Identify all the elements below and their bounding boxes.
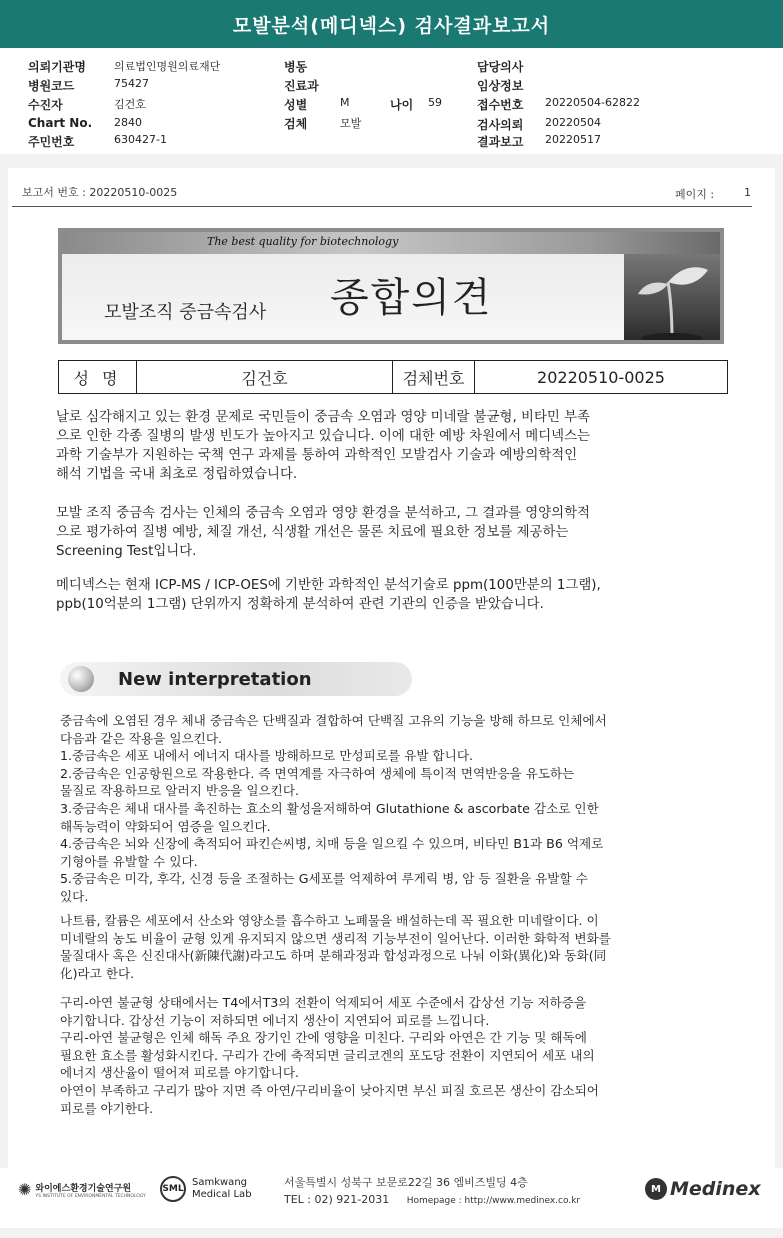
doctor-label: 담당의사: [477, 60, 524, 74]
institution-value: 의료법인명원의료재단: [114, 60, 221, 73]
sml-line2: Medical Lab: [192, 1189, 252, 1200]
banner-tagline: The best quality for biotechnology: [207, 235, 399, 248]
intro-paragraph-3: 메디넥스는 현재 ICP-MS / ICP-OES에 기반한 과학적인 분석기술로 ppm(100만분의 1그램), ppb(10억분의 1그램) 단위까지 정확하게 분석하여 관련 기관의 인증을 받았습니다.: [56, 578, 601, 612]
name-table: [58, 360, 728, 394]
hospital-code-label: 병원코드: [28, 79, 75, 93]
body-paragraph-1: 중금속에 오염된 경우 체내 중금속은 단백질과 결합하여 단백질 고유의 기능을 방해 하므로 인체에서 다음과 같은 작용을 일으킨다. 1.중금속은 세포 내에서 에너지 대사를 방해하므로 만성피로를 유발 합니다. 2.중금속은 인공항원으로 작용한다. 즉 면역계를 자극하여 생체에 특이적 면역반응을 유도하는 물질로 작용하므로 알러지 반응을 일으킨다. 3.중금속은 체내 대사를 촉진하는 효소의 활성을저해하여 Glutathione & ascorbate 감소로 인한 해독능력이 약화되어 염증을 일으킨다. 4.중금속은 뇌와 신장에 축적되어 파킨슨씨병, 치매 등을 일으킬 수 있으며, 비타민 B1과 B6 억제로 기형아를 유발할 수 있다. 5.중금속은 미각, 후각, 신경 등을 조절하는 G세포를 억제하여 루게릭 병, 암 등 질환을 유발할 수 있다.: [60, 713, 607, 904]
resident-label: 주민번호: [28, 135, 75, 149]
sml-badge: SML: [160, 1176, 186, 1202]
chart-label: Chart No.: [28, 116, 93, 130]
specimen-number-label: 검체번호: [393, 361, 475, 393]
report-title: 모발분석(메디넥스) 검사결과보고서: [0, 0, 783, 48]
request-value: 20220504: [545, 116, 601, 129]
specimen-number-value: 20220510-0025: [537, 367, 665, 387]
patient-label: 수진자: [28, 98, 63, 112]
medinex-wordmark: Medinex: [670, 1178, 761, 1200]
divider: [12, 206, 752, 207]
body-paragraph-2: 나트륨, 칼륨은 세포에서 산소와 영양소를 흡수하고 노폐물을 배설하는데 꼭 필요한 미네랄이다. 이 미네랄의 농도 비율이 균형 있게 유지되지 않으면 생리적 기능부전이 일어난다. 이러한 화학적 변화를 물질대사 혹은 신진대사(新陳代謝)라고도 하며 분해과정과 합성과정으로 나눠 이화(異化)와 동화(同 化)라고 한다.: [60, 913, 611, 981]
intro-paragraph-2: 모발 조직 중금속 검사는 인체의 중금속 오염과 영양 환경을 분석하고, 그 결과를 영양의학적 으로 평가하여 질병 예방, 체질 개선, 식생활 개선은 물론 치료에 필요한 정보를 제공하는 Screening Test입니다.: [56, 506, 590, 559]
patient-value: 김건호: [114, 98, 146, 111]
ys-logo: [18, 1180, 146, 1199]
address: 서울특별시 성북구 보문로22길 36 엠비즈빌딩 4층: [284, 1176, 528, 1189]
section-header: [60, 662, 412, 696]
banner-main-title: 종합의견: [330, 275, 493, 321]
sml-logo: [160, 1176, 252, 1202]
medinex-badge: M: [645, 1178, 667, 1200]
body-paragraph-3: 구리-아연 불균형 상태에서는 T4에서T3의 전환이 억제되어 세포 수준에서 갑상선 기능 저하증을 야기합니다. 갑상선 기능이 저하되면 에너지 생산이 지연되어 피로를 느낍니다. 구리-아연 불균형은 인체 해독 주요 장기인 간에 영향을 미친다. 구리와 아연은 간 기능 및 해독에 필요한 효소를 활성화시킨다. 구리가 간에 축적되면 글리코겐의 포도당 전환이 지연되어 세포 내의 에너지 생산율이 떨어져 피로를 야기합니다. 아연이 부족하고 구리가 많아 지면 즉 아연/구리비율이 낮아지면 부신 피질 호르몬 생산이 감소되어 피로를 야기한다.: [60, 995, 599, 1116]
tel: TEL : 02) 921-2031: [284, 1193, 390, 1206]
sex-value: M: [340, 96, 350, 109]
report-value: 20220517: [545, 133, 601, 146]
page-number-label: 페이지 :: [675, 188, 715, 201]
institution-label: 의뢰기관명: [28, 60, 86, 74]
footer: [0, 1168, 783, 1228]
report-number: 보고서 번호 : 20220510-0025: [22, 186, 178, 199]
page-number-value: 1: [744, 186, 751, 199]
intro-paragraph-1: 날로 심각해지고 있는 환경 문제로 국민들이 중금속 오염과 영양 미네랄 불균형, 비타민 부족 으로 인한 각종 질병의 발생 빈도가 높아지고 있습니다. 이에 대한 예방 차원에서 메디넥스는 과학 기술부가 지원하는 국책 연구 과제를 통하여 과학적인 모발검사 기술과 예방의학적인 해석 기법을 국내 최초로 정립하였습니다.: [56, 410, 590, 482]
dept-label: 진료과: [284, 79, 319, 93]
name-label: 성 명: [59, 361, 137, 393]
specimen-label: 검체: [284, 117, 308, 131]
age-value: 59: [428, 96, 442, 109]
resident-value: 630427-1: [114, 133, 167, 146]
name-value: 김건호: [137, 361, 393, 393]
summary-banner: [58, 228, 724, 344]
ys-eng-name: YS INSTITUTE OF ENVIRONMENTAL TECHNOLOGY: [35, 1193, 146, 1199]
specimen-value: 모발: [340, 117, 362, 130]
report-label: 결과보고: [477, 135, 524, 149]
homepage: Homepage : http://www.medinex.co.kr: [406, 1196, 581, 1206]
sprout-image: [624, 254, 720, 340]
chart-value: 2840: [114, 116, 142, 129]
ys-name: 와이에스환경기술연구원: [35, 1183, 132, 1194]
hospital-code-value: 75427: [114, 77, 149, 90]
age-label: 나이: [390, 98, 414, 112]
receipt-value: 20220504-62822: [545, 96, 640, 109]
sphere-icon: [68, 666, 94, 692]
sex-label: 성별: [284, 98, 308, 112]
report-page: [8, 168, 775, 1226]
request-label: 검사의뢰: [477, 118, 524, 132]
burst-icon: ✺: [18, 1180, 32, 1199]
header-info: [0, 48, 783, 154]
sml-line1: Samkwang: [192, 1177, 247, 1188]
clinical-label: 임상정보: [477, 79, 524, 93]
ward-label: 병동: [284, 60, 308, 74]
footer-address-block: [284, 1174, 580, 1210]
receipt-label: 접수번호: [477, 98, 524, 112]
section-title: New interpretation: [118, 669, 312, 690]
medinex-logo: [645, 1178, 761, 1200]
banner-subtitle: 모발조직 중금속검사: [104, 302, 267, 323]
